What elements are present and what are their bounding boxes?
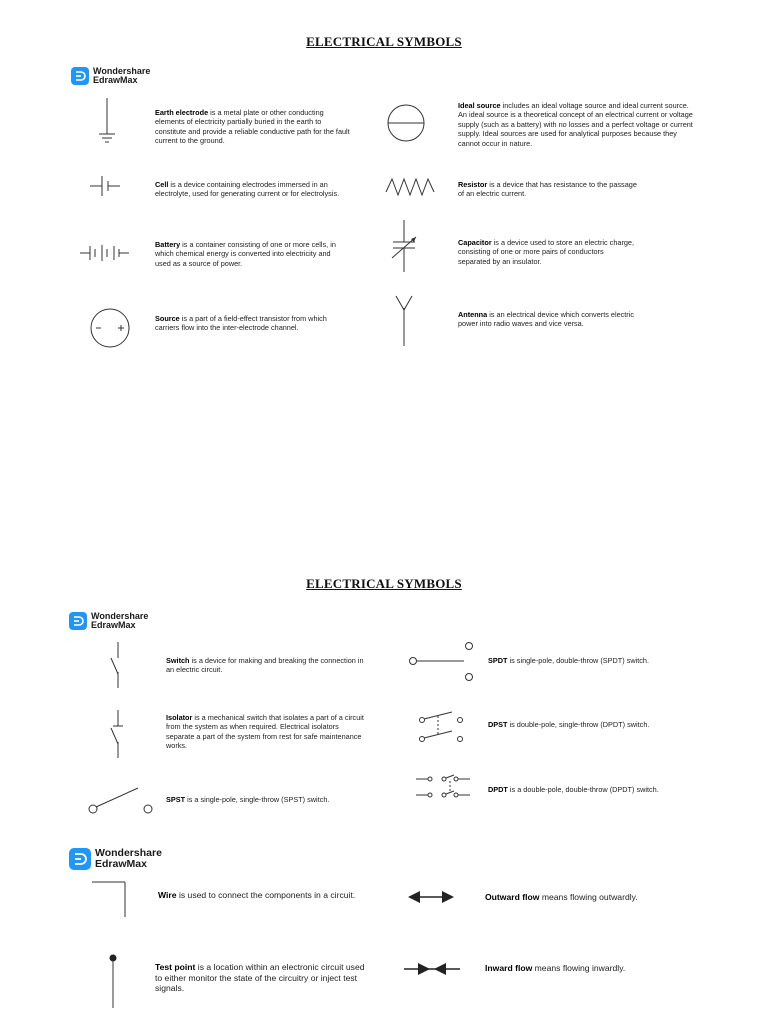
item-name: Wire [158, 890, 177, 900]
page-title-2: ELECTRICAL SYMBOLS [306, 576, 462, 591]
page-title: ELECTRICAL SYMBOLS [306, 34, 462, 49]
item-name: Earth electrode [155, 108, 209, 117]
item-text: is a double-pole, double-throw (DPDT) switch. [507, 785, 659, 794]
cell-description [155, 180, 350, 199]
test-point-description [155, 962, 370, 994]
resistor-description [458, 180, 638, 199]
item-text: includes an ideal voltage source and ideal current source. An ideal source is a theoretical concept of an electrical current or voltage supply (such as a battery) with no losses and a perfect voltage or current supply. Ideal sources are used for analytical purposes because they cannot occur in nature. [458, 101, 693, 148]
logo-line2: EdrawMax [93, 75, 138, 85]
antenna-symbol [394, 296, 414, 346]
item-name: DPDT [488, 785, 508, 794]
item-name: Cell [155, 180, 169, 189]
ideal-source-description [458, 101, 698, 148]
item-name: Antenna [458, 310, 488, 319]
ideal-source-symbol [386, 103, 426, 143]
item-name: Source [155, 314, 180, 323]
source-description [155, 314, 340, 333]
item-name: Ideal source [458, 101, 501, 110]
wire-symbol [92, 880, 128, 918]
item-name: Isolator [166, 713, 193, 722]
item-text: is a location within an electronic circuit used to either monitor the state of the circuitry or inject test signals. [155, 962, 365, 994]
item-name: SPDT [488, 656, 508, 665]
capacitor-description [458, 238, 638, 266]
cell-symbol [90, 173, 122, 199]
wire-description [158, 890, 358, 901]
item-name: Battery [155, 240, 181, 249]
spdt-symbol [408, 640, 478, 682]
item-text: is a device that has resistance to the passage of an electric current. [458, 180, 637, 199]
item-text: is a device containing electrodes immersed in an electrolyte, used for generating current or for electrolysis. [155, 180, 340, 199]
item-text: means flowing outwardly. [539, 892, 638, 902]
item-name: Inward flow [485, 963, 533, 973]
outward-flow-symbol [408, 889, 454, 905]
spst-description [166, 795, 386, 804]
inward-flow-symbol [404, 961, 460, 977]
logo-line1: Wondershare [95, 847, 162, 859]
isolator-description [166, 713, 366, 751]
item-name: Switch [166, 656, 190, 665]
source-symbol [89, 307, 131, 349]
inward-flow-description [485, 963, 705, 974]
dpst-description [488, 720, 708, 729]
spdt-description [488, 656, 708, 665]
item-text: is single-pole, double-throw (SPDT) switch. [507, 656, 649, 665]
item-text: is an electrical device which converts electric power into radio waves and vice versa. [458, 310, 635, 329]
switch-description [166, 656, 366, 675]
edrawmax-logo-3 [69, 848, 162, 870]
item-name: SPST [166, 795, 186, 804]
dpdt-description [488, 785, 708, 794]
item-name: Test point [155, 962, 196, 972]
item-name: DPST [488, 720, 508, 729]
logo-line1: Wondershare [93, 66, 151, 76]
item-text: is a device for making and breaking the connection in an electric circuit. [166, 656, 364, 675]
item-text: is a mechanical switch that isolates a part of a circuit from the system as when required. Electrical isolators separate a part of the system from rest for safe maintenance works. [166, 713, 364, 751]
capacitor-symbol [390, 220, 422, 272]
dpst-symbol [418, 710, 468, 744]
logo-line2: EdrawMax [95, 858, 147, 870]
isolator-symbol [108, 710, 128, 758]
edrawmax-logo-icon [71, 67, 89, 85]
spst-symbol [88, 787, 154, 815]
test-point-symbol [106, 952, 120, 1008]
earth-electrode-symbol [92, 98, 122, 146]
edrawmax-logo-icon [69, 612, 87, 630]
logo-line2: EdrawMax [91, 620, 136, 630]
item-name: Capacitor [458, 238, 492, 247]
antenna-description [458, 310, 638, 329]
edrawmax-logo-icon [69, 848, 91, 870]
switch-symbol [108, 642, 128, 688]
outward-flow-description [485, 892, 705, 903]
battery-description [155, 240, 340, 268]
item-name: Resistor [458, 180, 488, 189]
battery-symbol [80, 243, 130, 263]
earth-electrode-description [155, 108, 350, 146]
item-name: Outward flow [485, 892, 540, 902]
logo-line1: Wondershare [91, 611, 149, 621]
item-text: is a metal plate or other conducting elements of electricity partially buried in the earth to constitute and provide a reliable conductive path for the fault current to the ground. [155, 108, 350, 146]
resistor-symbol [386, 177, 436, 197]
item-text: is a single-pole, single-throw (SPST) switch. [185, 795, 330, 804]
item-text: is double-pole, single-throw (DPDT) switch. [507, 720, 650, 729]
edrawmax-logo-2 [69, 612, 148, 630]
dpdt-symbol [416, 773, 470, 801]
edrawmax-logo [71, 67, 150, 85]
item-text: is used to connect the components in a circuit. [176, 890, 356, 900]
item-text: means flowing inwardly. [532, 963, 626, 973]
item-text: is a part of a field-effect transistor from which carriers flow into the inter-electrode channel. [155, 314, 327, 333]
item-text: is a container consisting of one or more cells, in which chemical energy is converted into electricity and used as a source of power. [155, 240, 336, 268]
item-text: is a device used to store an electric charge, consisting of one or more pairs of conductors separated by an insulator. [458, 238, 635, 266]
